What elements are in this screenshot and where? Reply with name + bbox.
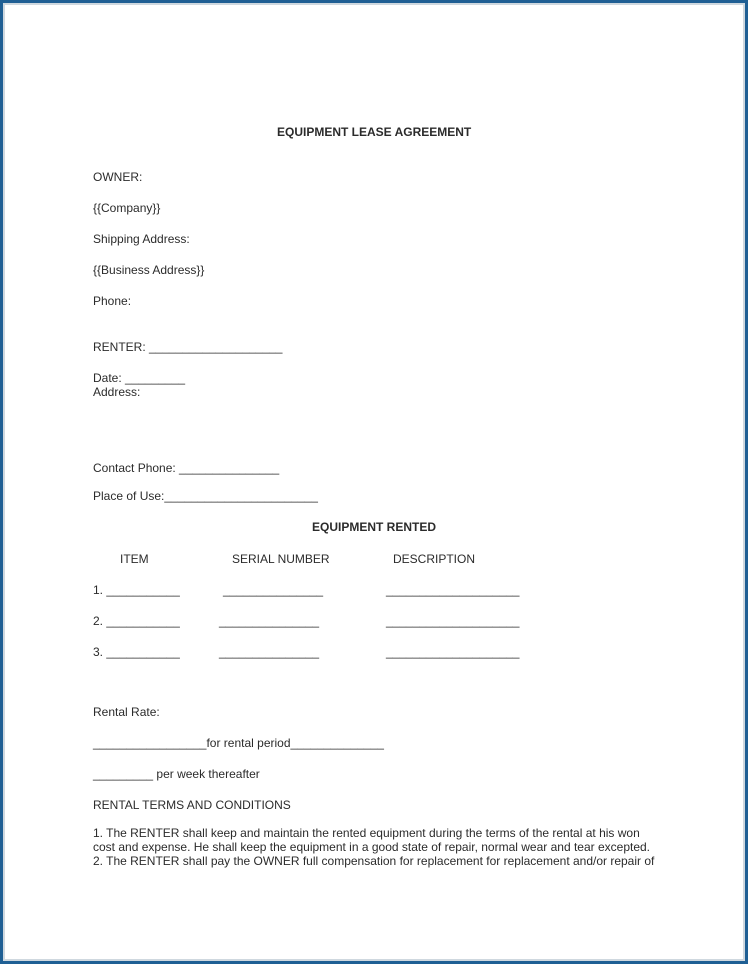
date-field: Date: _________ (93, 371, 186, 385)
column-header-serial: SERIAL NUMBER (232, 552, 330, 566)
renter-field: RENTER: ____________________ (93, 340, 283, 354)
row-1-serial: _______________ (223, 583, 324, 597)
column-header-description: DESCRIPTION (393, 552, 476, 566)
shipping-address-label: Shipping Address: (93, 232, 190, 246)
document-title: EQUIPMENT LEASE AGREEMENT (277, 125, 472, 139)
rental-period-field: _________________for rental period______________ (93, 736, 384, 750)
contact-phone-field: Contact Phone: _______________ (93, 461, 280, 475)
column-header-item: ITEM (120, 552, 149, 566)
owner-label: OWNER: (93, 170, 143, 184)
address-label: Address: (93, 385, 141, 399)
per-week-field: _________ per week thereafter (93, 767, 260, 781)
company-placeholder: {{Company}} (93, 201, 161, 215)
row-3-serial: _______________ (219, 645, 320, 659)
row-1-description: ____________________ (386, 583, 520, 597)
terms-line-1: 1. The RENTER shall keep and maintain the rented equipment during the terms of the rental at his won (93, 826, 640, 840)
place-of-use-field: Place of Use:_______________________ (93, 489, 318, 503)
row-3-description: ____________________ (386, 645, 520, 659)
page-inner-border (3, 3, 745, 961)
rental-rate-label: Rental Rate: (93, 705, 160, 719)
terms-line-2: cost and expense. He shall keep the equipment in a good state of repair, normal wear and tear excepted. (93, 840, 651, 854)
equipment-rented-heading: EQUIPMENT RENTED (312, 520, 437, 534)
row-1-item: 1. ___________ (93, 583, 180, 597)
row-2-serial: _______________ (219, 614, 320, 628)
row-2-item: 2. ___________ (93, 614, 180, 628)
business-address-placeholder: {{Business Address}} (93, 263, 205, 277)
row-3-item: 3. ___________ (93, 645, 180, 659)
phone-label: Phone: (93, 294, 132, 308)
row-2-description: ____________________ (386, 614, 520, 628)
terms-heading: RENTAL TERMS AND CONDITIONS (93, 798, 291, 812)
terms-line-3: 2. The RENTER shall pay the OWNER full compensation for replacement for replacement and/or repair of (93, 854, 655, 868)
